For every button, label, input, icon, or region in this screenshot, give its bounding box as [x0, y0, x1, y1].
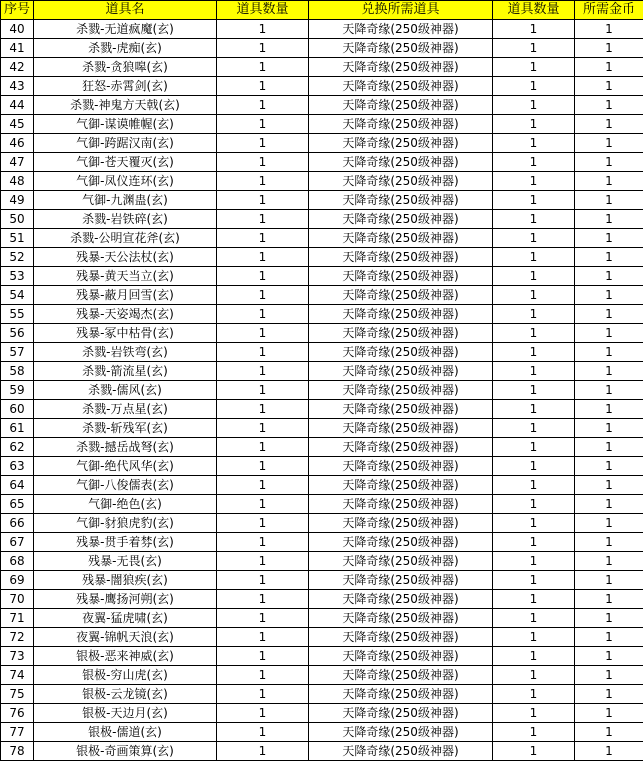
cell-item-name: 残暴-黄天当立(玄) — [34, 267, 217, 286]
cell-required-quantity: 1 — [493, 39, 575, 58]
cell-index: 60 — [1, 400, 34, 419]
cell-item-quantity: 1 — [217, 210, 309, 229]
table-row — [1, 381, 643, 400]
cell-required-item: 天降奇缘(250级神器) — [309, 476, 493, 495]
header-item-name: 道具名 — [34, 1, 217, 20]
cell-index: 45 — [1, 115, 34, 134]
cell-required-item: 天降奇缘(250级神器) — [309, 419, 493, 438]
cell-item-quantity: 1 — [217, 172, 309, 191]
cell-index: 63 — [1, 457, 34, 476]
cell-gold-cost: 1 — [575, 476, 643, 495]
table-row — [1, 305, 643, 324]
cell-required-quantity: 1 — [493, 495, 575, 514]
cell-item-quantity: 1 — [217, 267, 309, 286]
cell-required-quantity: 1 — [493, 476, 575, 495]
cell-item-name: 银极-儒道(玄) — [34, 723, 217, 742]
table-row — [1, 229, 643, 248]
cell-index: 61 — [1, 419, 34, 438]
cell-required-quantity: 1 — [493, 685, 575, 704]
cell-required-quantity: 1 — [493, 96, 575, 115]
cell-required-item: 天降奇缘(250级神器) — [309, 400, 493, 419]
table-row — [1, 77, 643, 96]
cell-item-quantity: 1 — [217, 685, 309, 704]
table-row — [1, 324, 643, 343]
cell-gold-cost: 1 — [575, 305, 643, 324]
cell-index: 67 — [1, 533, 34, 552]
cell-required-item: 天降奇缘(250级神器) — [309, 495, 493, 514]
table-row — [1, 685, 643, 704]
cell-required-quantity: 1 — [493, 305, 575, 324]
cell-gold-cost: 1 — [575, 172, 643, 191]
cell-required-quantity: 1 — [493, 248, 575, 267]
cell-item-quantity: 1 — [217, 628, 309, 647]
cell-index: 47 — [1, 153, 34, 172]
cell-required-quantity: 1 — [493, 267, 575, 286]
table-row — [1, 172, 643, 191]
cell-index: 59 — [1, 381, 34, 400]
table-row — [1, 419, 643, 438]
cell-required-quantity: 1 — [493, 362, 575, 381]
cell-required-item: 天降奇缘(250级神器) — [309, 647, 493, 666]
cell-required-item: 天降奇缘(250级神器) — [309, 685, 493, 704]
cell-gold-cost: 1 — [575, 20, 643, 39]
table-row — [1, 666, 643, 685]
table-row — [1, 153, 643, 172]
cell-item-quantity: 1 — [217, 533, 309, 552]
table-row — [1, 210, 643, 229]
cell-item-name: 残暴-冢中枯骨(玄) — [34, 324, 217, 343]
cell-required-item: 天降奇缘(250级神器) — [309, 362, 493, 381]
table-row — [1, 571, 643, 590]
table-row — [1, 362, 643, 381]
cell-item-quantity: 1 — [217, 305, 309, 324]
cell-item-name: 气御-八俊儒表(玄) — [34, 476, 217, 495]
table-row — [1, 286, 643, 305]
cell-gold-cost: 1 — [575, 267, 643, 286]
cell-item-quantity: 1 — [217, 362, 309, 381]
table-row — [1, 704, 643, 723]
cell-item-quantity: 1 — [217, 286, 309, 305]
cell-item-name: 杀戮-岩铁弯(玄) — [34, 343, 217, 362]
cell-index: 42 — [1, 58, 34, 77]
cell-gold-cost: 1 — [575, 191, 643, 210]
cell-required-quantity: 1 — [493, 381, 575, 400]
cell-index: 70 — [1, 590, 34, 609]
cell-item-name: 气御-绝代风华(玄) — [34, 457, 217, 476]
table-row — [1, 96, 643, 115]
cell-item-name: 杀戮-贪狼嗥(玄) — [34, 58, 217, 77]
cell-gold-cost: 1 — [575, 438, 643, 457]
table-row — [1, 343, 643, 362]
cell-item-name: 夜翼-锦帆天浪(玄) — [34, 628, 217, 647]
cell-gold-cost: 1 — [575, 77, 643, 96]
cell-item-quantity: 1 — [217, 609, 309, 628]
cell-required-item: 天降奇缘(250级神器) — [309, 343, 493, 362]
cell-item-name: 杀戮-神鬼方天戟(玄) — [34, 96, 217, 115]
cell-required-item: 天降奇缘(250级神器) — [309, 77, 493, 96]
cell-item-name: 银极-云龙镜(玄) — [34, 685, 217, 704]
header-item-quantity: 道具数量 — [217, 1, 309, 20]
cell-gold-cost: 1 — [575, 533, 643, 552]
cell-gold-cost: 1 — [575, 286, 643, 305]
cell-index: 78 — [1, 742, 34, 761]
cell-item-quantity: 1 — [217, 96, 309, 115]
cell-index: 41 — [1, 39, 34, 58]
cell-required-item: 天降奇缘(250级神器) — [309, 609, 493, 628]
cell-gold-cost: 1 — [575, 153, 643, 172]
cell-required-quantity: 1 — [493, 571, 575, 590]
cell-index: 76 — [1, 704, 34, 723]
cell-required-quantity: 1 — [493, 628, 575, 647]
cell-index: 57 — [1, 343, 34, 362]
cell-required-item: 天降奇缘(250级神器) — [309, 742, 493, 761]
cell-item-quantity: 1 — [217, 381, 309, 400]
cell-gold-cost: 1 — [575, 704, 643, 723]
cell-item-quantity: 1 — [217, 571, 309, 590]
table-row — [1, 723, 643, 742]
cell-item-quantity: 1 — [217, 324, 309, 343]
cell-required-item: 天降奇缘(250级神器) — [309, 210, 493, 229]
cell-required-quantity: 1 — [493, 210, 575, 229]
cell-item-name: 杀戮-撼岳战弩(玄) — [34, 438, 217, 457]
table-row — [1, 628, 643, 647]
cell-item-quantity: 1 — [217, 343, 309, 362]
cell-item-name: 杀戮-斩残军(玄) — [34, 419, 217, 438]
cell-gold-cost: 1 — [575, 571, 643, 590]
cell-item-quantity: 1 — [217, 115, 309, 134]
cell-required-quantity: 1 — [493, 153, 575, 172]
cell-required-quantity: 1 — [493, 647, 575, 666]
cell-required-quantity: 1 — [493, 552, 575, 571]
cell-item-name: 杀戮-岩铁碎(玄) — [34, 210, 217, 229]
cell-item-name: 杀戮-公明宣花斧(玄) — [34, 229, 217, 248]
cell-index: 49 — [1, 191, 34, 210]
cell-item-quantity: 1 — [217, 666, 309, 685]
cell-gold-cost: 1 — [575, 343, 643, 362]
cell-gold-cost: 1 — [575, 115, 643, 134]
cell-required-quantity: 1 — [493, 533, 575, 552]
cell-required-quantity: 1 — [493, 438, 575, 457]
cell-gold-cost: 1 — [575, 400, 643, 419]
cell-required-item: 天降奇缘(250级神器) — [309, 172, 493, 191]
cell-index: 73 — [1, 647, 34, 666]
cell-required-item: 天降奇缘(250级神器) — [309, 552, 493, 571]
cell-gold-cost: 1 — [575, 552, 643, 571]
cell-item-name: 银极-奇画策算(玄) — [34, 742, 217, 761]
table-row — [1, 248, 643, 267]
cell-index: 44 — [1, 96, 34, 115]
cell-required-item: 天降奇缘(250级神器) — [309, 571, 493, 590]
cell-required-quantity: 1 — [493, 58, 575, 77]
cell-gold-cost: 1 — [575, 742, 643, 761]
cell-item-quantity: 1 — [217, 39, 309, 58]
cell-item-name: 气御-凤仪连环(玄) — [34, 172, 217, 191]
cell-item-name: 残暴-贯手着棼(玄) — [34, 533, 217, 552]
cell-item-quantity: 1 — [217, 514, 309, 533]
cell-gold-cost: 1 — [575, 685, 643, 704]
cell-index: 66 — [1, 514, 34, 533]
cell-index: 77 — [1, 723, 34, 742]
cell-index: 46 — [1, 134, 34, 153]
cell-required-item: 天降奇缘(250级神器) — [309, 58, 493, 77]
cell-required-quantity: 1 — [493, 20, 575, 39]
cell-item-name: 银极-穷山虎(玄) — [34, 666, 217, 685]
cell-item-quantity: 1 — [217, 552, 309, 571]
table-row — [1, 609, 643, 628]
cell-gold-cost: 1 — [575, 495, 643, 514]
cell-index: 56 — [1, 324, 34, 343]
cell-item-name: 残暴-鹰扬河朔(玄) — [34, 590, 217, 609]
cell-gold-cost: 1 — [575, 96, 643, 115]
cell-index: 58 — [1, 362, 34, 381]
table-row — [1, 115, 643, 134]
table-row — [1, 495, 643, 514]
table-row — [1, 134, 643, 153]
cell-item-quantity: 1 — [217, 419, 309, 438]
cell-item-quantity: 1 — [217, 134, 309, 153]
table-row — [1, 39, 643, 58]
table-row — [1, 742, 643, 761]
cell-index: 75 — [1, 685, 34, 704]
header-row — [1, 1, 643, 20]
cell-required-quantity: 1 — [493, 229, 575, 248]
cell-required-item: 天降奇缘(250级神器) — [309, 628, 493, 647]
cell-required-quantity: 1 — [493, 172, 575, 191]
cell-index: 74 — [1, 666, 34, 685]
cell-item-quantity: 1 — [217, 77, 309, 96]
cell-item-quantity: 1 — [217, 723, 309, 742]
cell-required-item: 天降奇缘(250级神器) — [309, 134, 493, 153]
cell-item-name: 气御-豺狼虎豹(玄) — [34, 514, 217, 533]
cell-index: 40 — [1, 20, 34, 39]
cell-required-item: 天降奇缘(250级神器) — [309, 20, 493, 39]
cell-required-item: 天降奇缘(250级神器) — [309, 381, 493, 400]
cell-gold-cost: 1 — [575, 248, 643, 267]
cell-required-quantity: 1 — [493, 514, 575, 533]
table-row — [1, 58, 643, 77]
cell-gold-cost: 1 — [575, 229, 643, 248]
cell-required-item: 天降奇缘(250级神器) — [309, 324, 493, 343]
cell-required-item: 天降奇缘(250级神器) — [309, 457, 493, 476]
table-row — [1, 20, 643, 39]
cell-item-quantity: 1 — [217, 153, 309, 172]
cell-required-item: 天降奇缘(250级神器) — [309, 723, 493, 742]
cell-item-name: 夜翼-猛虎啸(玄) — [34, 609, 217, 628]
cell-required-quantity: 1 — [493, 723, 575, 742]
cell-item-name: 杀戮-虎痴(玄) — [34, 39, 217, 58]
cell-gold-cost: 1 — [575, 419, 643, 438]
cell-required-item: 天降奇缘(250级神器) — [309, 514, 493, 533]
cell-gold-cost: 1 — [575, 628, 643, 647]
cell-item-quantity: 1 — [217, 400, 309, 419]
cell-item-quantity: 1 — [217, 495, 309, 514]
cell-required-quantity: 1 — [493, 343, 575, 362]
header-index: 序号 — [1, 1, 34, 20]
cell-item-name: 残暴-天姿竭杰(玄) — [34, 305, 217, 324]
cell-gold-cost: 1 — [575, 666, 643, 685]
cell-item-name: 气御-九渊蛊(玄) — [34, 191, 217, 210]
header-required-quantity: 道具数量 — [493, 1, 575, 20]
cell-required-quantity: 1 — [493, 704, 575, 723]
table-row — [1, 533, 643, 552]
cell-index: 71 — [1, 609, 34, 628]
cell-gold-cost: 1 — [575, 58, 643, 77]
table-row — [1, 438, 643, 457]
table-row — [1, 457, 643, 476]
cell-item-quantity: 1 — [217, 248, 309, 267]
table-row — [1, 514, 643, 533]
cell-item-name: 残暴-天公法杖(玄) — [34, 248, 217, 267]
cell-required-quantity: 1 — [493, 742, 575, 761]
cell-gold-cost: 1 — [575, 647, 643, 666]
cell-item-quantity: 1 — [217, 20, 309, 39]
cell-item-quantity: 1 — [217, 191, 309, 210]
cell-gold-cost: 1 — [575, 514, 643, 533]
cell-required-item: 天降奇缘(250级神器) — [309, 96, 493, 115]
cell-index: 43 — [1, 77, 34, 96]
cell-required-item: 天降奇缘(250级神器) — [309, 248, 493, 267]
cell-required-quantity: 1 — [493, 324, 575, 343]
cell-required-item: 天降奇缘(250级神器) — [309, 115, 493, 134]
cell-gold-cost: 1 — [575, 590, 643, 609]
cell-gold-cost: 1 — [575, 457, 643, 476]
header-gold-cost: 所需金币 — [575, 1, 643, 20]
cell-index: 65 — [1, 495, 34, 514]
cell-index: 68 — [1, 552, 34, 571]
cell-item-name: 残暴-无畏(玄) — [34, 552, 217, 571]
cell-required-item: 天降奇缘(250级神器) — [309, 305, 493, 324]
cell-gold-cost: 1 — [575, 362, 643, 381]
cell-gold-cost: 1 — [575, 609, 643, 628]
cell-item-name: 气御-谋谟帷幄(玄) — [34, 115, 217, 134]
cell-gold-cost: 1 — [575, 381, 643, 400]
cell-item-name: 银极-天边月(玄) — [34, 704, 217, 723]
cell-item-name: 气御-绝色(玄) — [34, 495, 217, 514]
cell-item-quantity: 1 — [217, 58, 309, 77]
cell-gold-cost: 1 — [575, 134, 643, 153]
cell-item-name: 杀戮-无道疯魔(玄) — [34, 20, 217, 39]
cell-required-quantity: 1 — [493, 609, 575, 628]
cell-item-quantity: 1 — [217, 742, 309, 761]
cell-item-name: 气御-苍天覆灭(玄) — [34, 153, 217, 172]
cell-required-item: 天降奇缘(250级神器) — [309, 286, 493, 305]
cell-required-quantity: 1 — [493, 590, 575, 609]
cell-required-quantity: 1 — [493, 419, 575, 438]
cell-item-name: 银极-恶来神威(玄) — [34, 647, 217, 666]
cell-item-quantity: 1 — [217, 590, 309, 609]
cell-required-item: 天降奇缘(250级神器) — [309, 191, 493, 210]
cell-required-quantity: 1 — [493, 400, 575, 419]
cell-required-quantity: 1 — [493, 134, 575, 153]
cell-required-item: 天降奇缘(250级神器) — [309, 229, 493, 248]
table-body — [1, 20, 643, 761]
cell-index: 55 — [1, 305, 34, 324]
cell-item-name: 残暴-蔽月回雪(玄) — [34, 286, 217, 305]
cell-index: 72 — [1, 628, 34, 647]
cell-required-quantity: 1 — [493, 115, 575, 134]
cell-item-name: 杀戮-儒风(玄) — [34, 381, 217, 400]
cell-item-quantity: 1 — [217, 647, 309, 666]
cell-index: 69 — [1, 571, 34, 590]
cell-required-quantity: 1 — [493, 191, 575, 210]
cell-item-name: 杀戮-箭流星(玄) — [34, 362, 217, 381]
cell-gold-cost: 1 — [575, 324, 643, 343]
cell-required-item: 天降奇缘(250级神器) — [309, 533, 493, 552]
table-row — [1, 590, 643, 609]
cell-item-name: 杀戮-万点星(玄) — [34, 400, 217, 419]
cell-item-name: 气御-跨踞汉南(玄) — [34, 134, 217, 153]
table-row — [1, 552, 643, 571]
table-row — [1, 191, 643, 210]
cell-item-quantity: 1 — [217, 457, 309, 476]
cell-required-item: 天降奇缘(250级神器) — [309, 590, 493, 609]
cell-required-item: 天降奇缘(250级神器) — [309, 267, 493, 286]
cell-required-quantity: 1 — [493, 457, 575, 476]
cell-required-quantity: 1 — [493, 286, 575, 305]
cell-index: 53 — [1, 267, 34, 286]
cell-item-quantity: 1 — [217, 438, 309, 457]
table-row — [1, 267, 643, 286]
cell-index: 64 — [1, 476, 34, 495]
cell-index: 52 — [1, 248, 34, 267]
cell-index: 48 — [1, 172, 34, 191]
cell-index: 51 — [1, 229, 34, 248]
cell-required-item: 天降奇缘(250级神器) — [309, 39, 493, 58]
cell-required-quantity: 1 — [493, 77, 575, 96]
header-required-item: 兑换所需道具 — [309, 1, 493, 20]
cell-item-quantity: 1 — [217, 704, 309, 723]
cell-required-quantity: 1 — [493, 666, 575, 685]
cell-required-item: 天降奇缘(250级神器) — [309, 666, 493, 685]
cell-required-item: 天降奇缘(250级神器) — [309, 704, 493, 723]
cell-item-name: 残暴-闇狼疾(玄) — [34, 571, 217, 590]
cell-required-item: 天降奇缘(250级神器) — [309, 438, 493, 457]
cell-item-name: 狂怒-赤霄剑(玄) — [34, 77, 217, 96]
cell-gold-cost: 1 — [575, 210, 643, 229]
cell-index: 54 — [1, 286, 34, 305]
cell-required-item: 天降奇缘(250级神器) — [309, 153, 493, 172]
cell-index: 50 — [1, 210, 34, 229]
cell-gold-cost: 1 — [575, 39, 643, 58]
cell-gold-cost: 1 — [575, 723, 643, 742]
cell-index: 62 — [1, 438, 34, 457]
table-row — [1, 647, 643, 666]
cell-item-quantity: 1 — [217, 229, 309, 248]
table-row — [1, 400, 643, 419]
table-row — [1, 476, 643, 495]
cell-item-quantity: 1 — [217, 476, 309, 495]
